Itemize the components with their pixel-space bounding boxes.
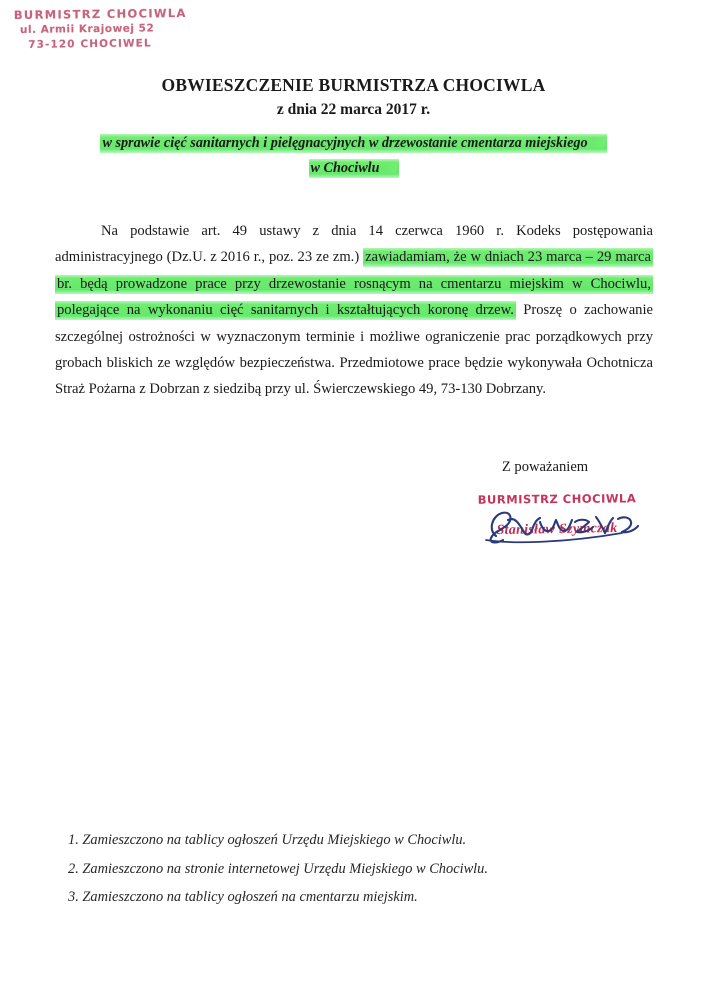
signature-printed-name: Stanisław Szymczak (496, 520, 618, 539)
list-item: 2. Zamieszczono na stronie internetowej Urzędu Miejskiego w Chociwlu. (68, 860, 488, 877)
page-title: OBWIESZCZENIE BURMISTRZA CHOCIWLA (161, 75, 546, 95)
office-stamp-line-1: BURMISTRZ CHOCIWLA (13, 5, 187, 23)
list-item: 3. Zamieszczono na tablicy ogłoszeń na cmentarzu miejskim. (68, 889, 418, 905)
document-title-block (0, 74, 707, 121)
signature-office-title: BURMISTRZ CHOCIWLA (477, 491, 637, 507)
body-paragraph (55, 218, 653, 403)
office-stamp-line-2: ul. Armii Krajowej 52 (19, 22, 155, 37)
subject-line-2 (0, 156, 707, 181)
office-stamp-line-3: 73-120 CHOCIWEL (28, 37, 152, 52)
body-part-after-highlight: Proszę o zachowanie szczególnej ostrożności w wyznaczonym terminie i możliwe ograniczenie prac porządkowych przy grobach bliskich ze względów bezpieczeństwa. Przedmiotowe prace będzie wykonywała Ochotnicza Straż Pożarna z Dobrzan z siedzibą przy ul. Świerczewskiego 49, 73-130 Dobrzany. (55, 302, 654, 398)
subject-line-1-text: w sprawie cięć sanitarnych i pielęgnacyjnych w drzewostanie cmentarza miejskiego (100, 134, 606, 153)
subject-line-2-text: w Chociwlu (309, 159, 399, 178)
closing-salutation: Z poważaniem (501, 459, 589, 475)
subject-line-1 (0, 131, 707, 156)
signature-block (452, 492, 662, 538)
subject-block (0, 131, 707, 181)
body-part-before-highlight: Na podstawie art. 49 ustawy z dnia 14 czerwca 1960 r. Kodeks postępowania administracyjnego (Dz.U. z 2016 r., poz. 23 ze zm.) (55, 223, 653, 266)
distribution-list (68, 826, 628, 912)
list-item: 1. Zamieszczono na tablicy ogłoszeń Urzędu Miejskiego w Chociwlu. (68, 832, 467, 848)
office-stamp-header (14, 5, 187, 53)
page-subtitle-date: z dnia 22 marca 2017 r. (276, 100, 431, 118)
body-text (55, 218, 653, 403)
body-highlighted-notice: zawiadamiam, że w dniach 23 marca – 29 marca br. będą prowadzone prace przy drzewostanie rosnącym na cmentarzu miejskim w Chociwlu, polegające na wykonaniu cięć sanitarnych i kształtujących koronę drzew. (57, 249, 651, 319)
